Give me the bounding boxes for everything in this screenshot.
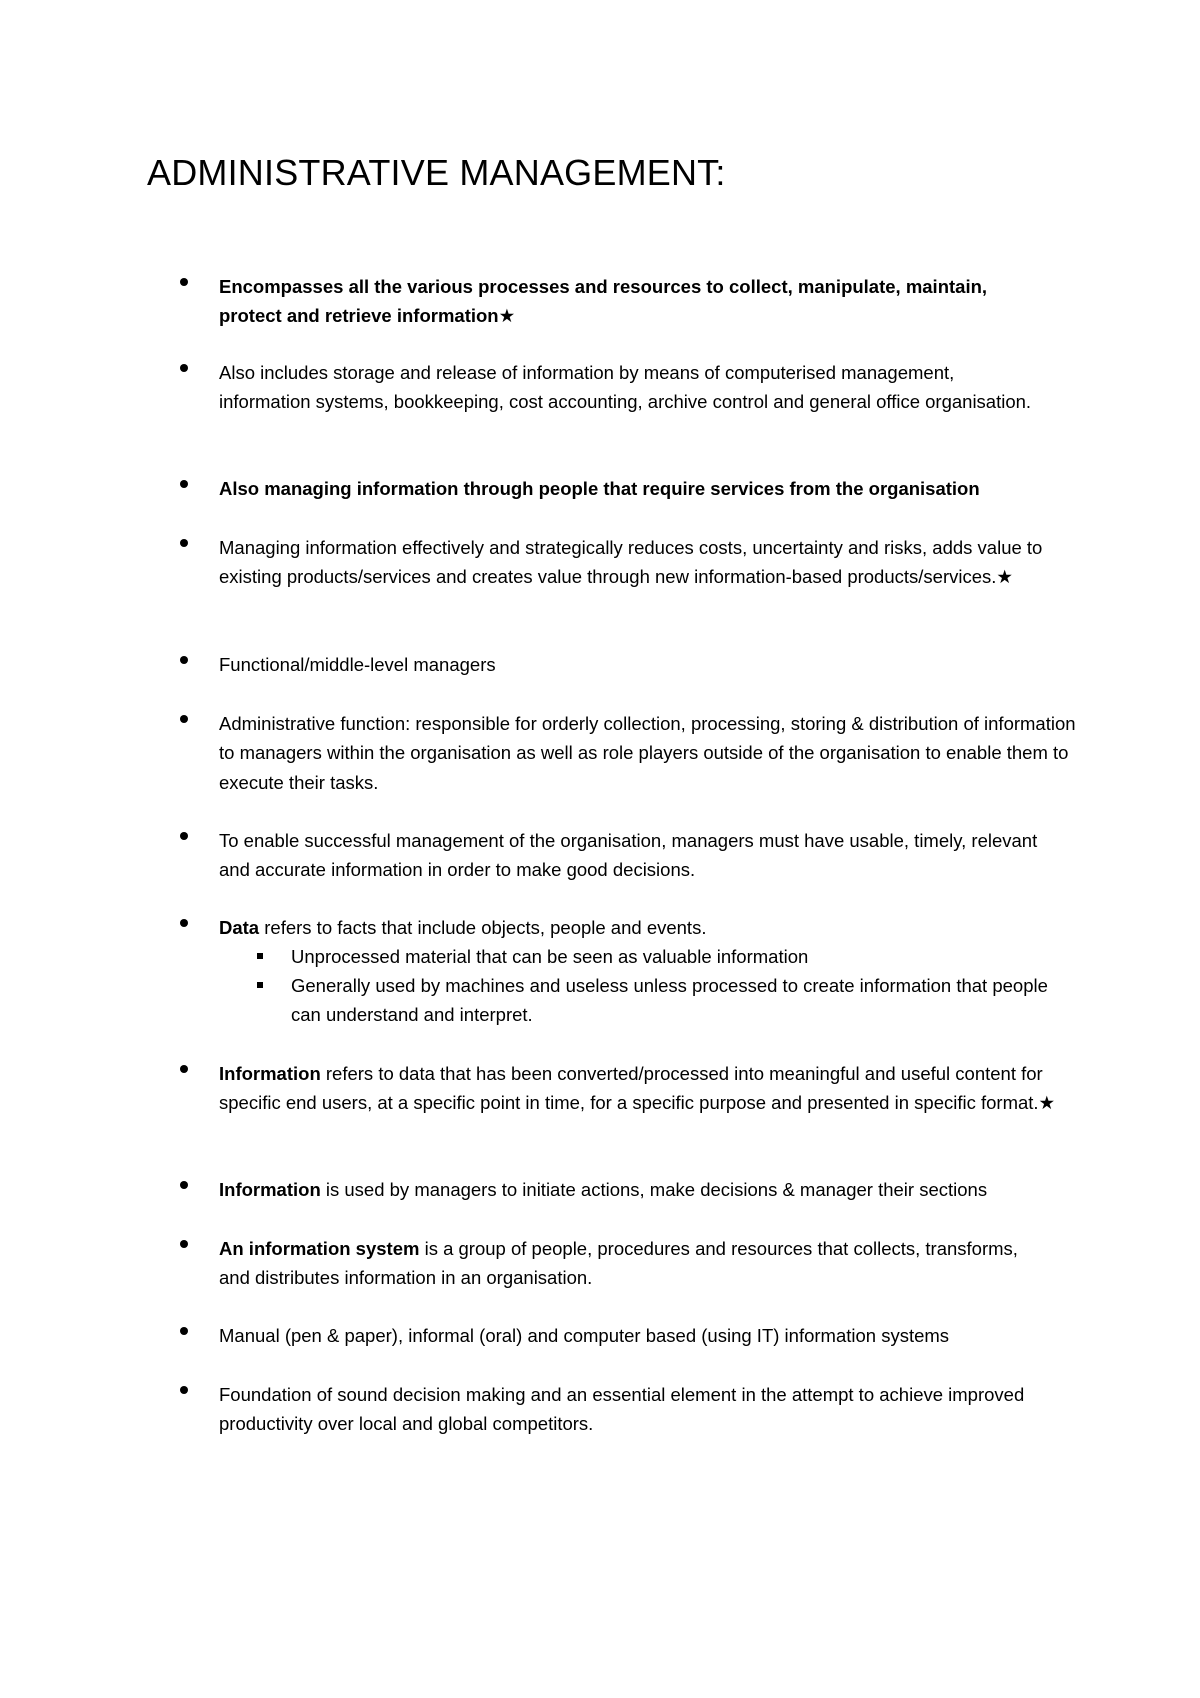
list-item-text bbox=[219, 1059, 1059, 1118]
bullet-icon bbox=[180, 715, 188, 723]
square-bullet-icon bbox=[257, 953, 263, 959]
list-item-text bbox=[219, 913, 1069, 942]
bullet-icon bbox=[180, 1065, 188, 1073]
bullet-icon bbox=[180, 480, 188, 488]
bullet-icon bbox=[180, 364, 188, 372]
term-label: Information bbox=[219, 1179, 321, 1200]
bullet-icon bbox=[180, 832, 188, 840]
term-definition: is a group of people, procedures and resources that collects, transforms, and distributes information in an organisation. bbox=[219, 1238, 1018, 1289]
sub-list-item-text: Unprocessed material that can be seen as valuable information bbox=[291, 946, 809, 967]
list-item-text: Also includes storage and release of information by means of computerised management, information systems, bookkeeping, cost accounting, archive control and general office organisation. bbox=[219, 362, 1032, 413]
list-item-text: To enable successful management of the organisation, managers must have usable, timely, relevant and accurate information in order to make good decisions. bbox=[219, 830, 1038, 881]
bullet-icon bbox=[180, 1386, 188, 1394]
list-item-text: Foundation of sound decision making and an essential element in the attempt to achieve improved productivity over local and global competitors. bbox=[219, 1384, 1025, 1435]
sub-list-item-text: Generally used by machines and useless unless processed to create information that people can understand and interpret. bbox=[291, 975, 1048, 1026]
list-item-text: Managing information effectively and strategically reduces costs, uncertainty and risks, adds value to existing products/services and creates value through new information-based products/services.★ bbox=[219, 537, 1043, 588]
page-title: ADMINISTRATIVE MANAGEMENT: bbox=[147, 152, 726, 193]
list-item-text: Functional/middle-level managers bbox=[219, 654, 496, 675]
list-item-text: Manual (pen & paper), informal (oral) and computer based (using IT) information systems bbox=[219, 1325, 950, 1346]
term-definition: is used by managers to initiate actions, make decisions & manager their sections bbox=[320, 1179, 988, 1200]
bullet-icon bbox=[180, 1181, 188, 1189]
list-item-text bbox=[219, 1175, 1119, 1204]
bullet-icon bbox=[180, 919, 188, 927]
bullet-icon bbox=[180, 278, 188, 286]
term-label: Information bbox=[219, 1063, 321, 1084]
list-item-text: Administrative function: responsible for orderly collection, processing, storing & distribution of information to managers within the organisation as well as role players outside of the organisation to enable them to execute their tasks. bbox=[219, 713, 1076, 793]
bullet-icon bbox=[180, 1327, 188, 1335]
square-bullet-icon bbox=[257, 982, 263, 988]
bullet-icon bbox=[180, 1240, 188, 1248]
term-label: An information system bbox=[219, 1238, 420, 1259]
term-definition: refers to data that has been converted/processed into meaningful and useful content for specific end users, at a specific point in time, for a specific purpose and presented in specific format.★ bbox=[219, 1063, 1056, 1114]
bullet-icon bbox=[180, 656, 188, 664]
list-item-text bbox=[219, 1234, 1019, 1293]
bullet-icon bbox=[180, 539, 188, 547]
list-item-text: Also managing information through people that require services from the organisation bbox=[219, 478, 980, 499]
term-definition: refers to facts that include objects, people and events. bbox=[259, 917, 707, 938]
list-item-text: Encompasses all the various processes and resources to collect, manipulate, maintain, protect and retrieve information★ bbox=[219, 276, 988, 327]
term-label: Data bbox=[219, 917, 260, 938]
